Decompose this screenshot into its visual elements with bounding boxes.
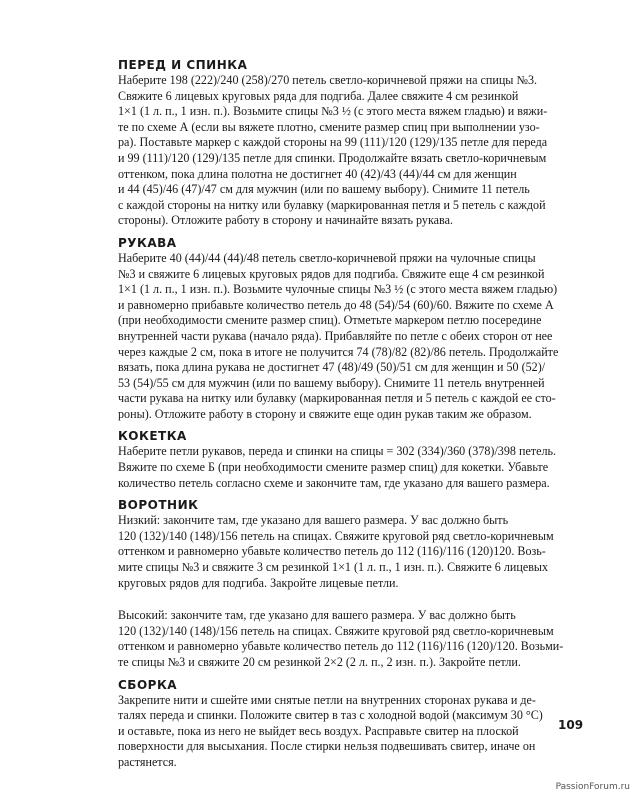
text-line: те спицы №3 и свяжите 20 см резинкой 2×2 (2 л. п., 2 изн. п.). Закройте петли. [118,655,521,669]
section [118,58,578,229]
text-line: Вяжите по схеме Б (при необходимости смените размер спиц) для кокетки. Убавьте [118,460,549,475]
text-line: круговых рядов для подгиба. Закройте лицевые петли. [118,575,399,590]
text-line: Наберите 198 (222)/240 (258)/270 петель светло-коричневой пряжи на спицы №3. [118,73,538,87]
watermark: PassionForum.ru [555,782,630,792]
text-line: оттенком и равномерно убавьте количество петель до 112 (116)/116 (120)/120. Возьми- [118,639,564,654]
page-number: 109 [558,718,584,732]
text-line: ра). Поставьте маркер с каждой стороны на 99 (111)/120 (129)/135 петле для переда [118,135,548,150]
text-line: вязать, пока длина рукава не достигнет 47 (48)/49 (50)/51 см для женщин и 50 (52)/ [118,360,546,375]
text-line: 53 (54)/55 см для мужчин (или по вашему выбору). Снимите 11 петель внутренней [118,375,545,390]
section-title: СБОРКА [118,677,178,692]
text-line: №3 и свяжите 6 лицевых круговых рядов для подгиба. Свяжите еще 4 см резинкой [118,266,545,281]
paragraph [118,693,578,771]
text-line: 1×1 (1 л. п., 1 изн. п.). Возьмите спицы №3 ½ (с этого места вяжем гладью) и вяжи- [118,104,548,119]
text-line: 120 (132)/140 (148)/156 петель на спицах. Свяжите круговой ряд светло-коричневым [118,623,554,638]
text-line: и равномерно прибавьте количество петель до 48 (54)/54 (60)/60. Вяжите по схеме А [118,297,554,312]
text-line: оттенком и равномерно убавьте количество петель до 112 (116)/116 (120)120. Возь- [118,544,546,559]
text-line: Низкий: закончите там, где указано для вашего размера. У вас должно быть [118,513,509,528]
text-line: Наберите 40 (44)/44 (44)/48 петель светло-коричневой пряжи на чулочные спицы [118,250,536,265]
text-line: Наберите петли рукавов, переда и спинки на спицы = 302 (334)/360 (378)/398 петель. [118,444,557,459]
section [118,236,578,423]
text-line: и 44 (45)/46 (47)/47 см для мужчин (или по вашему выбору). Снимите 11 петель [118,182,530,197]
paragraph [118,608,578,670]
text-line: Высокий: закончите там, где указано для вашего размера. У вас должно быть [118,608,516,623]
text-line: и оставьте, пока из него не выйдет весь воздух. Расправьте свитер на плоской [118,723,519,738]
paragraph [118,251,578,423]
section-title: ПЕРЕД И СПИНКА [118,58,248,72]
section-title: КОКЕТКА [118,429,187,444]
page-body [118,58,578,771]
text-line: роны). Отложите работу в сторону и свяжите еще один рукав таким же образом. [118,406,532,421]
paragraph [118,444,578,491]
text-line: мите спицы №3 и свяжите 3 см резинкой 1×1 (1 л. п., 1 изн. п.). Свяжите 6 лицевых [118,560,549,575]
text-line: (при необходимости смените размер спиц). Отметьте маркером петлю посередине [118,313,542,328]
section [118,429,578,491]
paragraph [118,513,578,591]
section [118,498,578,670]
text-line: 120 (132)/140 (148)/156 петель на спицах. Свяжите круговой ряд светло-коричневым [118,528,554,543]
text-line: части рукава на нитку или булавку (маркированная петля и 5 петель с каждой ее сто- [118,391,556,406]
section-title: РУКАВА [118,235,177,250]
text-line: количество петель согласно схеме и закончите там, где указано для вашего размера. [118,475,550,490]
text-line: талях переда и спинки. Положите свитер в таз с холодной водой (максимум 30 °C) [118,708,543,723]
text-line: Свяжите 6 лицевых круговых ряда для подгиба. Далее свяжите 4 см резинкой [118,88,519,103]
text-line: внутренней части рукава (начало ряда). Прибавляйте по петле с обеих сторон от нее [118,328,553,343]
text-line: растянется. [118,754,177,769]
text-line: с каждой стороны на нитку или булавку (маркированная петля и 5 петель с каждой [118,197,546,212]
text-line: оттенком, пока длина полотна не достигнет 40 (42)/43 (44)/44 см для женщин [118,166,517,181]
text-line: Закрепите нити и сшейте ими снятые петли на внутренних сторонах рукава и де- [118,692,536,707]
text-line: 1×1 (1 л. п., 1 изн. п.). Возьмите чулочные спицы №3 ½ (с этого места вяжем гладью) [118,282,558,297]
text-line: и 99 (111)/120 (129)/135 петле для спинки. Продолжайте вязать светло-коричневым [118,150,547,165]
section-title: ВОРОТНИК [118,498,199,513]
text-line: поверхности для высыхания. После стирки нельзя подвешивать свитер, иначе он [118,739,536,754]
text-line: те по схеме А (если вы вяжете плотно, смените размер спиц при выполнении узо- [118,119,540,134]
text-line: через каждые 2 см, пока в итоге не получится 74 (78)/82 (82)/86 петель. Продолжайте [118,344,559,359]
paragraph [118,73,578,229]
section [118,678,578,771]
text-line: стороны). Отложите работу в сторону и начинайте вязать рукава. [118,213,453,228]
